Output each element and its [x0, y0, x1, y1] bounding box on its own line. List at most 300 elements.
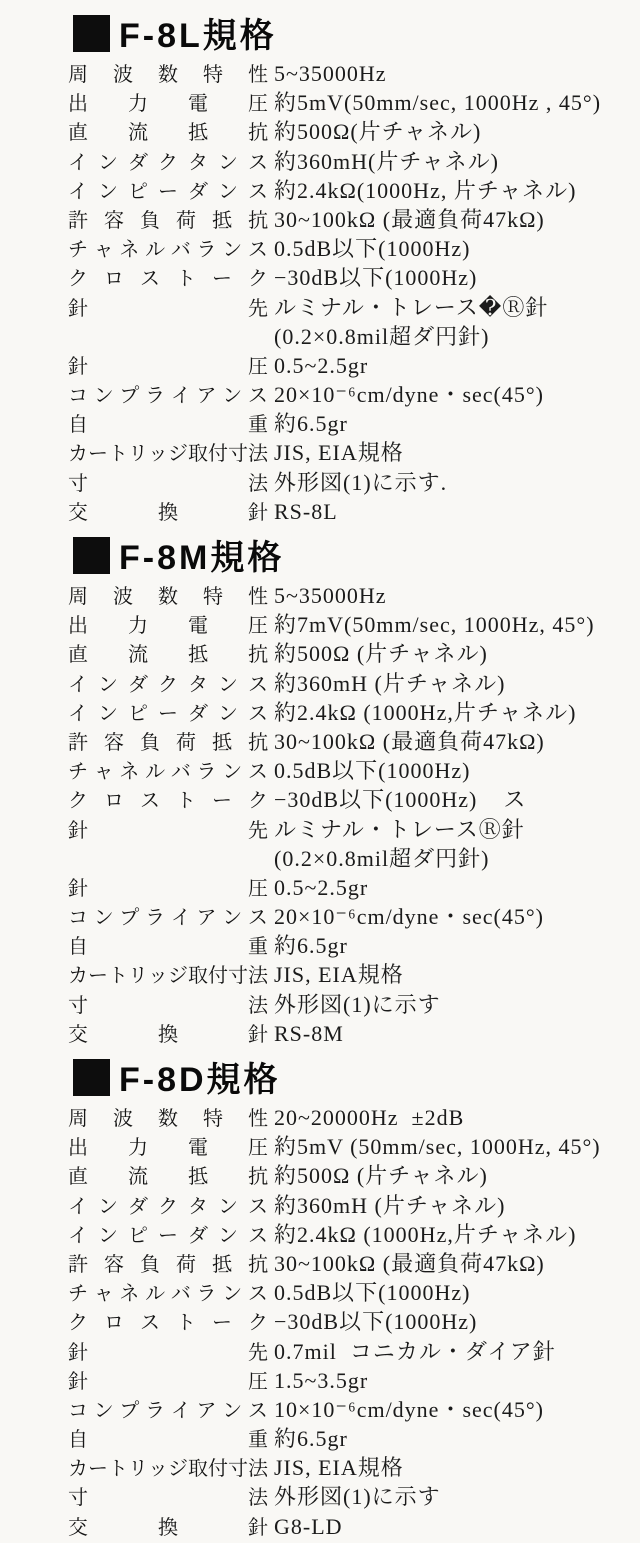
label-char: 交	[68, 501, 88, 524]
label-char: 直	[68, 1166, 88, 1189]
label-char: ネ	[119, 761, 140, 784]
spec-rows	[68, 59, 630, 526]
spec-value: 0.5dB以下(1000Hz)	[274, 1280, 471, 1306]
label-char: 重	[248, 936, 268, 959]
label-char: ー	[88, 443, 108, 466]
label-char: 荷	[176, 209, 196, 232]
label-char: ク	[158, 1195, 178, 1218]
label-char: コ	[68, 1399, 88, 1422]
label-char: ン	[222, 239, 243, 262]
label-char: チ	[68, 1283, 88, 1306]
label-char: 波	[113, 1108, 133, 1130]
label-char: ラ	[196, 239, 217, 262]
label-char: 寸	[228, 965, 248, 988]
spec-label	[68, 787, 268, 816]
section-title: F-8M規格	[119, 538, 285, 577]
label-char: 数	[158, 586, 178, 608]
spec-value: RS-8M	[274, 1020, 344, 1046]
section-title: F-8D規格	[119, 1060, 281, 1099]
spec-value: 約360mH (片チャネル)	[274, 1192, 506, 1218]
spec-rows	[68, 1103, 630, 1541]
spec-row	[68, 1161, 630, 1190]
label-char: ラ	[145, 1399, 166, 1422]
spec-label	[68, 382, 268, 411]
label-char: 電	[188, 1137, 208, 1160]
label-char: ネ	[119, 1283, 140, 1306]
label-char: イ	[68, 673, 88, 696]
label-char: 容	[104, 209, 124, 232]
spec-row	[68, 1278, 630, 1307]
label-char: ア	[196, 385, 217, 408]
label-char: ン	[222, 1399, 243, 1422]
label-char: 電	[188, 93, 208, 116]
spec-row	[68, 1512, 630, 1541]
label-char: ン	[98, 180, 118, 203]
black-square-bullet-icon	[73, 1059, 110, 1096]
label-char: イ	[68, 702, 88, 725]
spec-row	[68, 639, 630, 668]
label-char: 重	[248, 414, 268, 437]
spec-row	[68, 1395, 630, 1424]
label-char: コ	[68, 907, 88, 930]
label-char: ネ	[119, 239, 140, 262]
label-char: 寸	[68, 1487, 88, 1510]
label-char: 交	[68, 1023, 88, 1046]
label-char: 法	[248, 1458, 268, 1481]
label-char: ッ	[148, 443, 168, 466]
label-char: ダ	[188, 702, 208, 725]
label-char: ン	[98, 702, 118, 725]
spec-row	[68, 902, 630, 931]
label-char: 先	[248, 819, 268, 842]
spec-value: 30~100kΩ (最適負荷47kΩ)	[274, 728, 545, 754]
label-char: ア	[196, 1399, 217, 1422]
spec-value: JIS, EIA規格	[274, 962, 404, 988]
label-char: 流	[128, 122, 148, 145]
spec-label	[68, 1163, 268, 1192]
label-char: ト	[176, 268, 196, 291]
spec-label	[68, 700, 268, 729]
label-char: ー	[212, 268, 232, 291]
label-char: 付	[208, 443, 228, 466]
spec-label	[68, 1309, 268, 1338]
label-char: ス	[248, 1224, 268, 1247]
label-char: ク	[68, 790, 88, 813]
label-char: ー	[88, 1458, 108, 1481]
label-char: ン	[93, 1399, 114, 1422]
spec-row	[68, 1132, 630, 1161]
spec-row	[68, 1424, 630, 1453]
label-char: ン	[218, 1195, 238, 1218]
label-char: 負	[140, 731, 160, 754]
spec-row	[68, 205, 630, 234]
label-char: ク	[248, 268, 268, 291]
spec-label	[68, 1339, 268, 1368]
label-char: 抵	[212, 1253, 232, 1276]
spec-label	[68, 119, 268, 148]
label-char: ル	[145, 761, 166, 784]
spec-value: 外形図(1)に示す	[274, 1484, 441, 1510]
label-char: ダ	[188, 180, 208, 203]
label-char: 圧	[248, 355, 268, 378]
spec-label	[68, 295, 268, 324]
spec-section	[68, 1056, 630, 1541]
label-char: 針	[68, 355, 88, 378]
label-char: リ	[128, 965, 148, 988]
spec-label	[68, 236, 268, 265]
section-header	[73, 12, 630, 54]
label-char: ャ	[93, 761, 114, 784]
label-char: プ	[119, 1399, 140, 1422]
label-char: ス	[248, 180, 268, 203]
spec-value: ルミナル・トレースⓇ針	[274, 816, 525, 842]
label-char: コ	[68, 385, 88, 408]
label-char: 針	[248, 501, 268, 524]
label-char: 直	[68, 122, 88, 145]
spec-row	[68, 669, 630, 698]
label-char: 負	[140, 1253, 160, 1276]
spec-row	[68, 1191, 630, 1220]
label-char: ス	[140, 1312, 160, 1335]
spec-value: 約500Ω (片チャネル)	[274, 1163, 488, 1189]
label-char: ダ	[128, 673, 148, 696]
label-char: ロ	[104, 1312, 124, 1335]
spec-label	[68, 671, 268, 700]
label-char: ル	[145, 1283, 166, 1306]
label-char: 流	[128, 644, 148, 667]
spec-row-continuation	[68, 322, 630, 351]
spec-value: 約500Ω(片チャネル)	[274, 119, 482, 145]
label-char: リ	[128, 1458, 148, 1481]
label-char: 性	[248, 586, 268, 608]
label-char: 周	[68, 1108, 88, 1130]
label-char: ス	[247, 1399, 268, 1422]
label-char: ン	[93, 385, 114, 408]
label-char: ャ	[93, 1283, 114, 1306]
label-char: ス	[248, 673, 268, 696]
label-char: 許	[68, 731, 88, 754]
spec-value: 外形図(1)に示す.	[274, 469, 448, 495]
spec-label	[68, 1397, 268, 1426]
label-char: 負	[140, 209, 160, 232]
label-char: チ	[68, 239, 88, 262]
spec-value: 約5mV (50mm/sec, 1000Hz, 45°)	[274, 1134, 601, 1160]
label-char: 法	[248, 965, 268, 988]
spec-value: 0.7mil コニカル・ダイア針	[274, 1338, 556, 1364]
label-char: ッ	[148, 965, 168, 988]
label-char: ー	[212, 1312, 232, 1335]
label-char: ン	[98, 151, 118, 174]
label-char: ス	[247, 907, 268, 930]
spec-label	[68, 353, 268, 382]
label-char: ス	[248, 151, 268, 174]
spec-section	[68, 534, 630, 1048]
label-char: 自	[68, 1429, 88, 1452]
label-char: イ	[68, 1195, 88, 1218]
label-char: ロ	[104, 790, 124, 813]
spec-label	[68, 875, 268, 904]
label-char: ピ	[128, 180, 148, 203]
label-char: 自	[68, 936, 88, 959]
spec-value: 10×10⁻⁶cm/dyne・sec(45°)	[274, 1396, 544, 1422]
spec-row	[68, 468, 630, 497]
spec-row	[68, 1482, 630, 1511]
label-char: ダ	[128, 151, 148, 174]
label-char: ジ	[168, 443, 188, 466]
label-char: ダ	[128, 1195, 148, 1218]
spec-rows	[68, 581, 630, 1048]
label-char: 法	[248, 1487, 268, 1510]
label-char: タ	[188, 151, 208, 174]
spec-label	[68, 1222, 268, 1251]
label-char: イ	[170, 385, 191, 408]
label-char: 許	[68, 1253, 88, 1276]
label-char: ト	[108, 965, 128, 988]
label-char: ス	[247, 761, 268, 784]
spec-row	[68, 1019, 630, 1048]
label-char: ッ	[148, 1458, 168, 1481]
label-char: ン	[222, 385, 243, 408]
label-char: ー	[158, 1224, 178, 1247]
label-char: 圧	[248, 615, 268, 638]
spec-row	[68, 785, 630, 814]
spec-label	[68, 1455, 268, 1484]
label-char: ン	[222, 1283, 243, 1306]
spec-label	[68, 90, 268, 119]
spec-label	[68, 149, 268, 178]
spec-value: 外形図(1)に示す	[274, 991, 441, 1017]
label-char: 取	[188, 443, 208, 466]
label-char: 抵	[212, 731, 232, 754]
spec-value: 約5mV(50mm/sec, 1000Hz , 45°)	[274, 90, 602, 116]
spec-label	[68, 265, 268, 294]
spec-value: 30~100kΩ (最適負荷47kΩ)	[274, 206, 545, 232]
label-char: 力	[128, 615, 148, 638]
black-square-bullet-icon	[73, 15, 110, 52]
spec-row	[68, 117, 630, 146]
spec-row	[68, 438, 630, 467]
spec-value: 30~100kΩ (最適負荷47kΩ)	[274, 1250, 545, 1276]
label-char: 容	[104, 1253, 124, 1276]
label-char: 容	[104, 731, 124, 754]
label-char: 針	[248, 1023, 268, 1046]
label-char: ス	[247, 385, 268, 408]
spec-row	[68, 873, 630, 902]
label-char: 抗	[248, 1253, 268, 1276]
spec-label	[68, 817, 268, 846]
label-char: カ	[68, 965, 88, 988]
spec-row	[68, 1453, 630, 1482]
label-char: ー	[88, 965, 108, 988]
spec-label	[68, 61, 268, 90]
spec-row	[68, 1249, 630, 1278]
spec-label	[68, 1484, 268, 1513]
label-char: 針	[68, 819, 88, 842]
label-char: ク	[158, 673, 178, 696]
label-char: ク	[248, 1312, 268, 1335]
spec-value: 0.5~2.5gr	[274, 352, 369, 378]
label-char: 先	[248, 297, 268, 320]
spec-label	[68, 962, 268, 991]
spec-label	[68, 933, 268, 962]
spec-value: 5~35000Hz	[274, 583, 387, 608]
spec-label	[68, 1021, 268, 1050]
label-char: 抗	[248, 644, 268, 667]
spec-value: 約6.5gr	[274, 411, 348, 437]
label-char: バ	[170, 761, 191, 784]
spec-row	[68, 88, 630, 117]
spec-row	[68, 727, 630, 756]
spec-value: 約7mV(50mm/sec, 1000Hz, 45°)	[274, 612, 595, 638]
spec-label	[68, 207, 268, 236]
label-char: 波	[113, 64, 133, 86]
label-char: ト	[108, 443, 128, 466]
label-char: 換	[158, 1023, 178, 1046]
label-char: ン	[218, 1224, 238, 1247]
label-char: 寸	[228, 1458, 248, 1481]
spec-row	[68, 1366, 630, 1395]
label-char: ン	[222, 761, 243, 784]
label-char: 抵	[212, 209, 232, 232]
spec-row	[68, 756, 630, 785]
label-char: ス	[248, 1195, 268, 1218]
label-char: 数	[158, 1108, 178, 1130]
label-char: ク	[68, 268, 88, 291]
label-char: 針	[68, 1370, 88, 1393]
label-char: 許	[68, 209, 88, 232]
label-char: 力	[128, 93, 148, 116]
black-square-bullet-icon	[73, 537, 110, 574]
label-char: 交	[68, 1516, 88, 1539]
spec-row	[68, 931, 630, 960]
label-char: 針	[68, 297, 88, 320]
label-char: イ	[68, 151, 88, 174]
spec-row	[68, 147, 630, 176]
spec-value: −30dB以下(1000Hz) ス	[274, 787, 527, 813]
spec-value: 約360mH (片チャネル)	[274, 670, 506, 696]
spec-value: JIS, EIA規格	[274, 440, 404, 466]
label-char: 性	[248, 1108, 268, 1130]
spec-row	[68, 234, 630, 263]
label-char: 法	[248, 443, 268, 466]
label-char: チ	[68, 761, 88, 784]
label-char: 抵	[188, 644, 208, 667]
label-char: 針	[68, 877, 88, 900]
label-char: ラ	[145, 385, 166, 408]
label-char: ロ	[104, 268, 124, 291]
spec-label	[68, 904, 268, 933]
label-char: イ	[68, 1224, 88, 1247]
label-char: ン	[218, 673, 238, 696]
label-char: 針	[68, 1341, 88, 1364]
label-char: 抗	[248, 731, 268, 754]
label-char: ク	[68, 1312, 88, 1335]
label-char: 周	[68, 64, 88, 86]
label-char: 換	[158, 501, 178, 524]
label-char: ピ	[128, 1224, 148, 1247]
spec-row	[68, 581, 630, 610]
spec-label	[68, 1426, 268, 1455]
spec-label	[68, 1514, 268, 1543]
label-char: 出	[68, 1137, 88, 1160]
label-char: カ	[68, 1458, 88, 1481]
label-char: プ	[119, 385, 140, 408]
label-char: 先	[248, 1341, 268, 1364]
spec-row	[68, 990, 630, 1019]
label-char: 付	[208, 1458, 228, 1481]
spec-value: RS-8L	[274, 498, 338, 524]
section-header	[73, 534, 630, 576]
label-char: カ	[68, 443, 88, 466]
spec-label	[68, 992, 268, 1021]
label-char: 自	[68, 414, 88, 437]
spec-value: 20×10⁻⁶cm/dyne・sec(45°)	[274, 382, 544, 408]
label-char: 特	[203, 1108, 223, 1130]
spec-label	[68, 729, 268, 758]
label-char: ン	[222, 907, 243, 930]
label-char: ラ	[196, 1283, 217, 1306]
label-char: ン	[98, 1224, 118, 1247]
spec-value: (0.2×0.8mil超ダ円針)	[274, 323, 490, 349]
label-char: バ	[170, 239, 191, 262]
label-char: 出	[68, 615, 88, 638]
spec-label	[68, 1251, 268, 1280]
label-char: 抵	[188, 122, 208, 145]
label-char: 荷	[176, 731, 196, 754]
spec-label	[68, 440, 268, 469]
label-char: 取	[188, 1458, 208, 1481]
spec-value: 約2.4kΩ (1000Hz,片チャネル)	[274, 699, 577, 725]
label-char: 荷	[176, 1253, 196, 1276]
label-char: 直	[68, 644, 88, 667]
spec-label	[68, 411, 268, 440]
spec-label	[68, 641, 268, 670]
spec-value: 約6.5gr	[274, 1426, 348, 1452]
label-char: イ	[170, 1399, 191, 1422]
spec-label	[68, 583, 268, 612]
spec-value: 20×10⁻⁶cm/dyne・sec(45°)	[274, 904, 544, 930]
spec-row	[68, 176, 630, 205]
section-title: F-8L規格	[119, 16, 277, 55]
label-char: ン	[93, 907, 114, 930]
label-char: 圧	[248, 1137, 268, 1160]
label-char: ー	[158, 180, 178, 203]
spec-value: 約6.5gr	[274, 933, 348, 959]
label-char: 法	[248, 994, 268, 1017]
spec-value: 1.5~3.5gr	[274, 1367, 369, 1393]
label-char: ス	[247, 1283, 268, 1306]
spec-label	[68, 758, 268, 787]
spec-label	[68, 499, 268, 528]
spec-label	[68, 1368, 268, 1397]
spec-row	[68, 960, 630, 989]
label-char: 抗	[248, 209, 268, 232]
spec-row-continuation	[68, 844, 630, 873]
spec-row	[68, 409, 630, 438]
label-char: 力	[128, 1137, 148, 1160]
spec-label	[68, 1280, 268, 1309]
spec-value: 0.5~2.5gr	[274, 874, 369, 900]
label-char: 針	[248, 1516, 268, 1539]
spec-row	[68, 815, 630, 844]
label-char: 寸	[228, 443, 248, 466]
spec-value: G8-LD	[274, 1513, 343, 1539]
spec-row	[68, 497, 630, 526]
label-char: 特	[203, 64, 223, 86]
section-header	[73, 1056, 630, 1098]
spec-label	[68, 612, 268, 641]
spec-value: 約2.4kΩ(1000Hz, 片チャネル)	[274, 177, 577, 203]
